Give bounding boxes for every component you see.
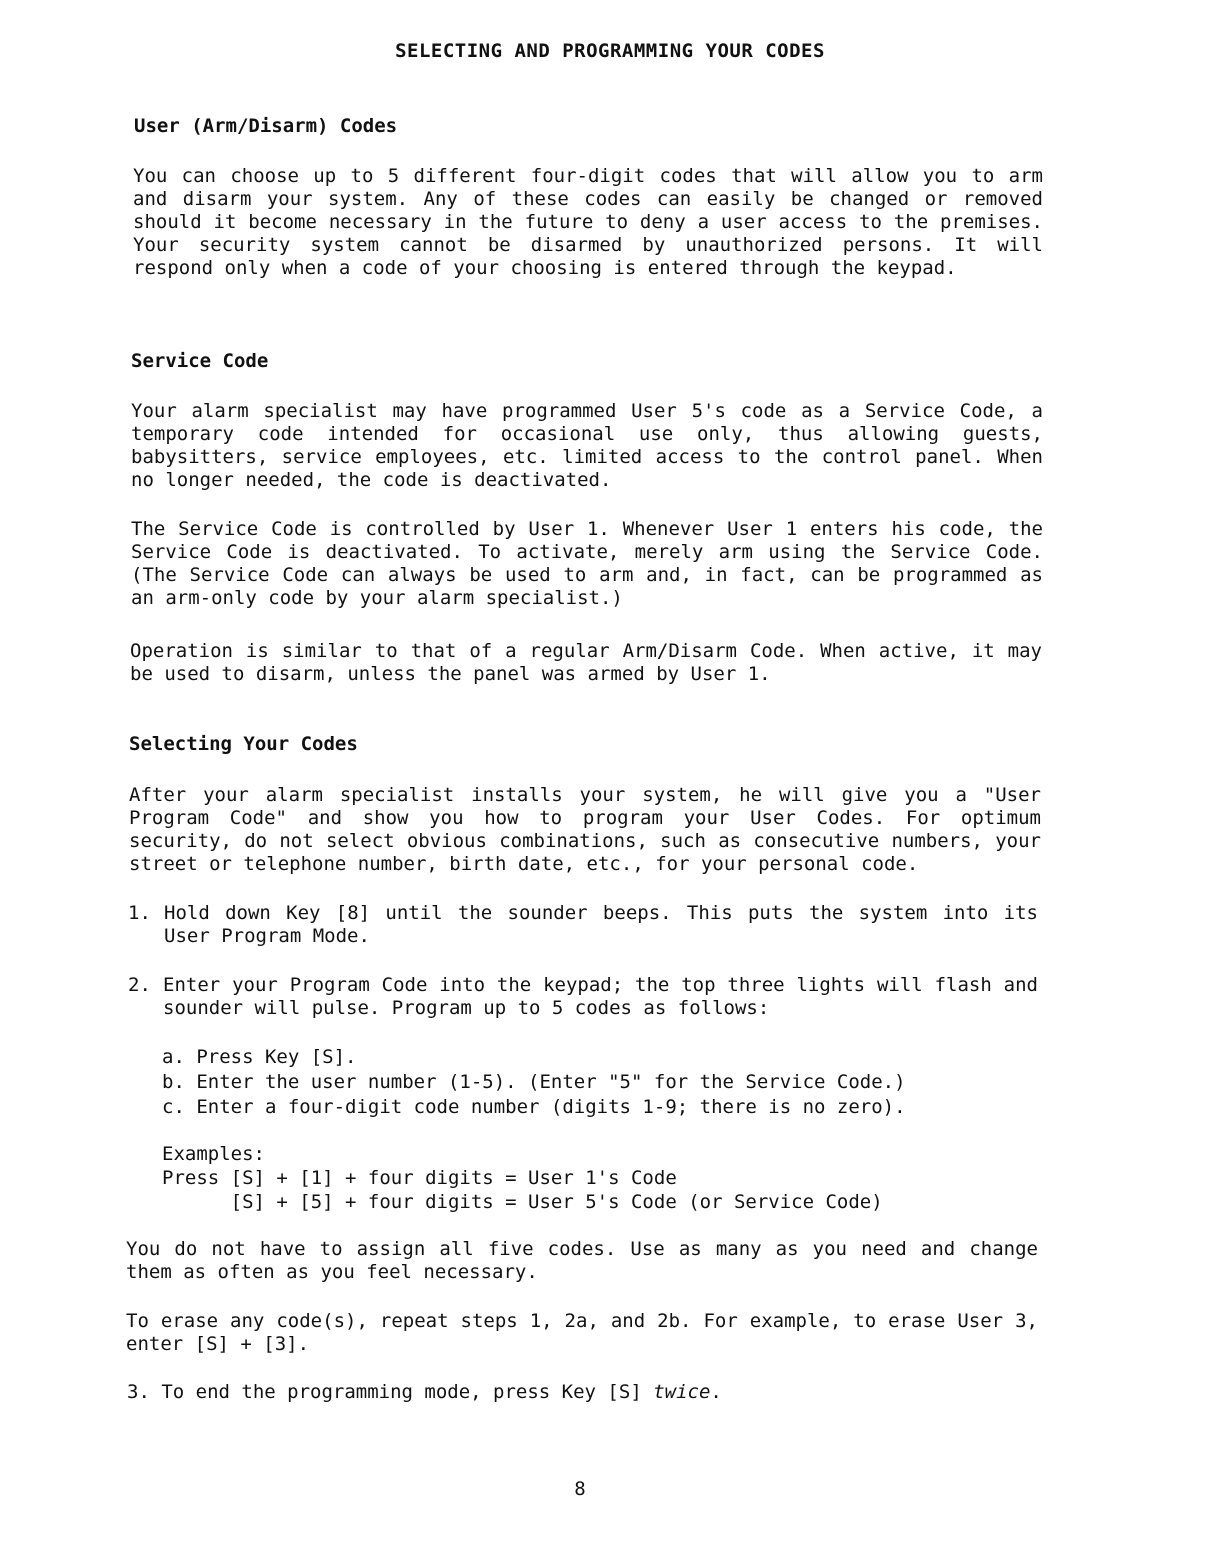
step-2-number: 2. (128, 974, 151, 996)
heading-user-codes: User (Arm/Disarm) Codes (134, 115, 398, 137)
step-1-text: Hold down Key [8] until the sounder beeps. This puts the system into its User Program Mode. (164, 902, 1038, 947)
heading-service-code: Service Code (131, 350, 269, 372)
paragraph-service-code-3: Operation is similar to that of a regular Arm/Disarm Code. When active, it may be used to disarm, unless the panel was armed by User 1. (130, 640, 1042, 685)
example-2: [S] + [5] + four digits = User 5's Code (or Service Code) (162, 1191, 883, 1213)
substep-b: b. Enter the user number (1-5). (Enter "5" for the Service Code.) (162, 1071, 906, 1093)
paragraph-service-code-1: Your alarm specialist may have programmed User 5's code as a Service Code, a temporary code intended for occasional use only, thus allowing guests, babysitters, service employees, etc. limited access to the control panel. When no longer needed, the code is deactivated. (131, 400, 1043, 491)
paragraph-user-codes: You can choose up to 5 different four-digit codes that will allow you to arm and disarm your system. Any of these codes can easily be changed or removed should it become necessary in the future to deny a user access to the premises. Your security system cannot be disarmed by unauthorized persons. It will respond only when a code of your choosing is entered through the keypad. (133, 165, 1043, 279)
paragraph-assign-codes: You do not have to assign all five codes. Use as many as you need and change them as often as you feel necessary. (126, 1238, 1038, 1283)
step-2-text: Enter your Program Code into the keypad; the top three lights will flash and sounder will pulse. Program up to 5 codes as follows: (163, 974, 1038, 1019)
step-3-emphasis: twice (653, 1381, 711, 1403)
example-1: Press [S] + [1] + four digits = User 1's Code (162, 1167, 677, 1189)
step-1-number: 1. (128, 902, 151, 924)
step-3-prefix: 3. To end the programming mode, press Key [S] (127, 1381, 654, 1403)
page-number: 8 (574, 1478, 586, 1500)
step-3-suffix: . (710, 1381, 722, 1403)
heading-selecting-codes: Selecting Your Codes (129, 733, 358, 755)
step-3-text (127, 1381, 1039, 1404)
examples-label: Examples: (162, 1143, 265, 1165)
page-title: SELECTING AND PROGRAMMING YOUR CODES (395, 40, 825, 62)
paragraph-selecting-intro: After your alarm specialist installs your system, he will give you a "User Program Code" and show you how to program your User Codes. For optimum security, do not select obvious combinations, such as consecutive numbers, your street or telephone number, birth date, etc., for your personal code. (129, 784, 1041, 875)
paragraph-erase-codes: To erase any code(s), repeat steps 1, 2a, and 2b. For example, to erase User 3, enter [S] + [3]. (126, 1310, 1038, 1355)
substep-a: a. Press Key [S]. (162, 1046, 357, 1068)
paragraph-service-code-2: The Service Code is controlled by User 1. Whenever User 1 enters his code, the Service Code is deactivated. To activate, merely arm using the Service Code. (The Service Code can always be used to arm and, in fact, can be programmed as an arm-only code by your alarm specialist.) (131, 518, 1043, 609)
substep-c: c. Enter a four-digit code number (digits 1-9; there is no zero). (162, 1096, 906, 1118)
